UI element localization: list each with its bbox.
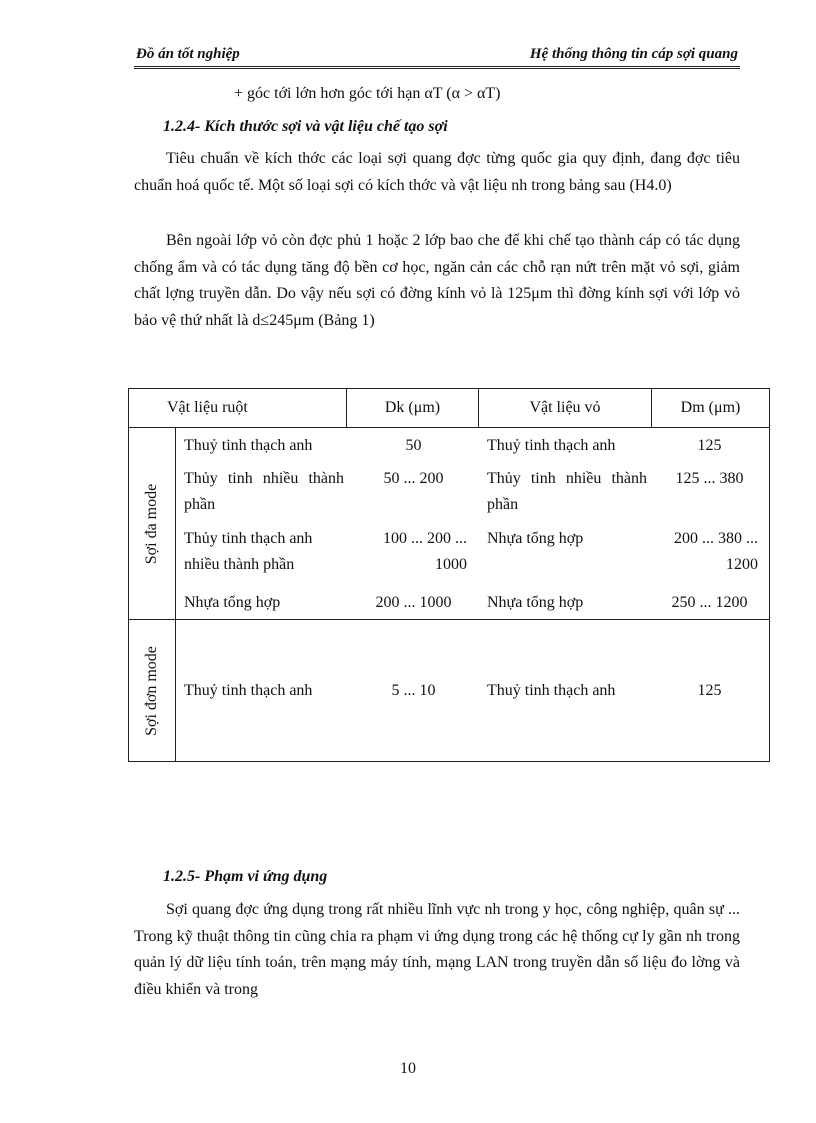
table-cell: Nhựa tổng hợp xyxy=(487,594,584,611)
header-core-material: Vật liệu ruột xyxy=(129,389,347,428)
table-cell: Thuỷ tinh thạch anh xyxy=(184,437,313,454)
paragraph-applications: Sợi quang đợc ứng dụng trong rất nhiều lĩnh vực nh trong y học, công nghiệp, quân sự ... Trong kỹ thuật thông tin cũng chia ra phạm vi ứng dụng trong các hệ thống cự ly gần nh trong quản lý dữ liệu tính toán, trên mạng máy tính, mạng LAN trong truyền dẫn số liệu đo lờng và điều khiển và trong xyxy=(134,901,740,998)
table-row xyxy=(176,588,769,618)
table-cell: Thủy tinh nhiều thành phần xyxy=(184,470,344,513)
table-cell: 250 ... 1200 xyxy=(671,594,748,611)
table-cell: 50 xyxy=(405,437,422,454)
table-cell: Thuỷ tinh thạch anh xyxy=(487,437,616,454)
page-number: 10 xyxy=(400,1060,416,1077)
header-left-title: Đồ án tốt nghiệp xyxy=(136,46,240,62)
header-clad-material: Vật liệu vỏ xyxy=(479,389,652,428)
table-cell: Thuỷ tinh thạch anh xyxy=(487,681,616,699)
formula-line: + góc tới lớn hơn góc tới hạn αT (α > αT) xyxy=(234,85,501,102)
header-right-title: Hệ thống thông tin cáp sợi quang xyxy=(529,46,738,62)
multimode-label: Sợi đa mode xyxy=(143,483,160,564)
paragraph-sizes: Tiêu chuẩn về kích thớc các loại sợi quang đợc từng quốc gia quy định, đang đợc tiêu chuẩn hoá quốc tế. Một số loại sợi có kích thớc và vật liệu nh trong bảng sau (H4.0) xyxy=(134,150,740,194)
singlemode-section xyxy=(129,620,770,762)
table-cell: Thủy tinh nhiều thành phần xyxy=(487,470,647,513)
table-cell: 100 ... 200 ... 1000 xyxy=(383,530,467,573)
singlemode-label-cell xyxy=(129,620,176,762)
singlemode-label: Sợi đơn mode xyxy=(143,645,160,736)
table-cell: 125 xyxy=(697,681,722,699)
table-header-row xyxy=(129,389,770,428)
header-dk: Dk (μm) xyxy=(347,389,479,428)
fiber-spec-table xyxy=(128,388,770,762)
table-cell: 200 ... 380 ... 1200 xyxy=(674,530,758,573)
section-heading-1-2-4: 1.2.4- Kích thước sợi và vật liệu chế tạo sợi xyxy=(163,118,448,135)
paragraph-coating: Bên ngoài lớp vỏ còn đợc phủ 1 hoặc 2 lớp bao che để khi chế tạo thành cáp có tác dụng chống ẩm và có tác dụng tăng độ bền cơ học, ngăn cản các chỗ rạn nứt trên mặt vỏ sợi, giảm chất lợng truyền dẫn. Do vậy nếu sợi có đờng kính vỏ là 125μm thì đờng kính sợi với lớp vỏ bảo vệ thứ nhất là d≤245μm (Bảng 1) xyxy=(134,232,740,329)
multimode-section xyxy=(129,428,770,620)
header-dm: Dm (μm) xyxy=(652,389,770,428)
table-cell: 125 xyxy=(697,437,722,454)
table-cell: Nhựa tổng hợp xyxy=(184,594,281,611)
table-cell: Nhựa tổng hợp xyxy=(487,530,584,547)
table-cell: 5 ... 10 xyxy=(391,681,436,699)
table-cell: 200 ... 1000 xyxy=(375,594,452,611)
multimode-label-cell xyxy=(129,428,176,620)
table-row xyxy=(176,522,769,588)
table-row xyxy=(176,428,769,464)
table-cell: 125 ... 380 xyxy=(675,470,744,487)
table-row xyxy=(176,673,769,709)
table-row xyxy=(176,464,769,522)
table-cell: Thuỷ tinh thạch anh xyxy=(184,681,313,699)
table-cell: 50 ... 200 xyxy=(383,470,444,487)
page-header xyxy=(134,44,740,69)
table-cell: Thủy tinh thạch anh nhiều thành phần xyxy=(184,530,313,573)
section-heading-1-2-5: 1.2.5- Phạm vi ứng dụng xyxy=(163,868,328,885)
